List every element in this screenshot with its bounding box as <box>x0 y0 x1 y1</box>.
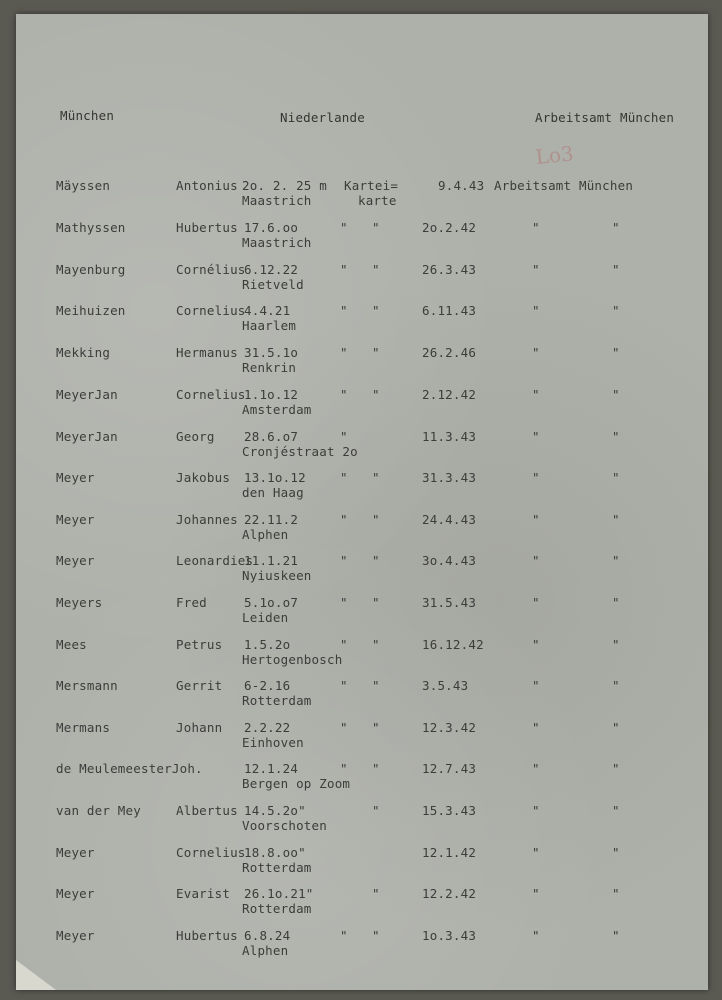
given-name-cell: Hubertus <box>176 220 238 235</box>
given-name-cell: Hubertus <box>176 928 238 943</box>
registration-date-cell: 31.5.43 <box>422 595 477 610</box>
office-cell: " <box>612 512 620 527</box>
surname-cell: de MeulemeesterJoh. <box>56 761 203 776</box>
birth-place-cell: Alphen <box>242 943 289 958</box>
card-mark-cell: Kartei= <box>344 178 399 193</box>
surname-cell: van der Mey <box>56 803 141 818</box>
registration-date-cell: 9.4.43 <box>438 178 485 193</box>
given-name-cell: Fred <box>176 595 207 610</box>
birth-date-cell: 11.1.21 <box>244 553 299 568</box>
registration-date-cell: 26.3.43 <box>422 262 477 277</box>
birth-date-cell: 6-2.16 <box>244 678 291 693</box>
birth-place-cell: Hertogenbosch <box>242 652 343 667</box>
given-name-cell: Gerrit <box>176 678 223 693</box>
card-mark-cell: " <box>340 512 348 527</box>
card-mark-cell: karte <box>358 193 397 208</box>
office-cell: Arbeitsamt München <box>494 178 634 193</box>
office-cell: " <box>532 512 540 527</box>
registration-date-cell: 12.1.42 <box>422 845 477 860</box>
birth-place-cell: Rotterdam <box>242 860 312 875</box>
registration-date-cell: 24.4.43 <box>422 512 477 527</box>
registration-date-cell: 3o.4.43 <box>422 553 477 568</box>
office-cell: " <box>612 220 620 235</box>
registration-date-cell: 16.12.42 <box>422 637 484 652</box>
given-name-cell: Albertus <box>176 803 238 818</box>
birth-date-cell: 4.4.21 <box>244 303 291 318</box>
birth-date-cell: 12.1.24 <box>244 761 299 776</box>
card-mark-cell: " <box>372 220 380 235</box>
card-mark-cell: " <box>340 262 348 277</box>
birth-date-cell: 5.1o.o7 <box>244 595 299 610</box>
surname-cell: Mees <box>56 637 87 652</box>
registration-date-cell: 3.5.43 <box>422 678 469 693</box>
birth-date-cell: 13.1o.12 <box>244 470 306 485</box>
surname-cell: Meyer <box>56 928 95 943</box>
card-mark-cell: " <box>372 470 380 485</box>
given-name-cell: Evarist <box>176 886 231 901</box>
header-country: Niederlande <box>280 110 365 125</box>
card-mark-cell: " <box>372 262 380 277</box>
birth-place-cell: Bergen op Zoom <box>242 776 351 791</box>
birth-place-cell: Alphen <box>242 527 289 542</box>
birth-date-cell: 26.1o.21" <box>244 886 314 901</box>
card-mark-cell: " <box>372 595 380 610</box>
office-cell: " <box>532 429 540 444</box>
card-mark-cell: " <box>340 553 348 568</box>
surname-cell: Mayenburg <box>56 262 126 277</box>
surname-cell: Meyer <box>56 886 95 901</box>
card-mark-cell: " <box>372 928 380 943</box>
document-sheet <box>16 14 708 990</box>
surname-cell: Meyer <box>56 470 95 485</box>
registration-date-cell: 15.3.43 <box>422 803 477 818</box>
birth-date-cell: 18.8.oo" <box>244 845 306 860</box>
birth-date-cell: 14.5.2o" <box>244 803 306 818</box>
given-name-cell: Johannes <box>176 512 238 527</box>
office-cell: " <box>532 553 540 568</box>
card-mark-cell: " <box>340 387 348 402</box>
birth-place-cell: Maastrich <box>242 193 312 208</box>
surname-cell: Mekking <box>56 345 111 360</box>
surname-cell: Meyer <box>56 512 95 527</box>
birth-place-cell: Maastrich <box>242 235 312 250</box>
birth-place-cell: Nyiuskeen <box>242 568 312 583</box>
office-cell: " <box>532 262 540 277</box>
card-mark-cell: " <box>372 553 380 568</box>
given-name-cell: Hermanus <box>176 345 238 360</box>
office-cell: " <box>612 303 620 318</box>
given-name-cell: Jakobus <box>176 470 231 485</box>
office-cell: " <box>612 262 620 277</box>
card-mark-cell: " <box>372 387 380 402</box>
red-stamp: Lo3 <box>534 141 575 170</box>
registration-date-cell: 12.2.42 <box>422 886 477 901</box>
registration-date-cell: 31.3.43 <box>422 470 477 485</box>
card-mark-cell: " <box>372 803 380 818</box>
office-cell: " <box>612 886 620 901</box>
office-cell: " <box>532 845 540 860</box>
surname-cell: Meyer <box>56 845 95 860</box>
birth-date-cell: 6.8.24 <box>244 928 291 943</box>
card-mark-cell: " <box>372 512 380 527</box>
card-mark-cell: " <box>340 678 348 693</box>
office-cell: " <box>612 761 620 776</box>
card-mark-cell: " <box>340 761 348 776</box>
given-name-cell: Cornelius <box>176 845 246 860</box>
birth-date-cell: 2.2.22 <box>244 720 291 735</box>
birth-date-cell: 31.5.1o <box>244 345 299 360</box>
card-mark-cell: " <box>372 886 380 901</box>
birth-place-cell: Rietveld <box>242 277 304 292</box>
birth-place-cell: Voorschoten <box>242 818 327 833</box>
card-mark-cell: " <box>372 678 380 693</box>
office-cell: " <box>532 761 540 776</box>
birth-place-cell: Renkrin <box>242 360 297 375</box>
card-mark-cell: " <box>372 761 380 776</box>
office-cell: " <box>612 387 620 402</box>
card-mark-cell: " <box>372 720 380 735</box>
office-cell: " <box>612 845 620 860</box>
card-mark-cell: " <box>372 637 380 652</box>
surname-cell: Mäyssen <box>56 178 111 193</box>
birth-place-cell: Einhoven <box>242 735 304 750</box>
card-mark-cell: " <box>372 345 380 360</box>
given-name-cell: Petrus <box>176 637 223 652</box>
registration-date-cell: 6.11.43 <box>422 303 477 318</box>
given-name-cell: Georg <box>176 429 215 444</box>
office-cell: " <box>532 720 540 735</box>
office-cell: " <box>612 553 620 568</box>
birth-place-cell: Rotterdam <box>242 901 312 916</box>
office-cell: " <box>532 886 540 901</box>
card-mark-cell: " <box>340 470 348 485</box>
office-cell: " <box>532 470 540 485</box>
birth-place-cell: Cronjéstraat 2o <box>242 444 358 459</box>
office-cell: " <box>532 345 540 360</box>
given-name-cell: Leonardies <box>176 553 254 568</box>
header-office: Arbeitsamt München <box>535 110 675 125</box>
registration-date-cell: 26.2.46 <box>422 345 477 360</box>
surname-cell: Mersmann <box>56 678 118 693</box>
given-name-cell: Cornelius <box>176 387 246 402</box>
office-cell: " <box>612 345 620 360</box>
office-cell: " <box>532 595 540 610</box>
birth-date-cell: 6.12.22 <box>244 262 299 277</box>
registration-date-cell: 11.3.43 <box>422 429 477 444</box>
card-mark-cell: " <box>340 429 348 444</box>
given-name-cell: Cornélius <box>176 262 246 277</box>
registration-date-cell: 12.3.42 <box>422 720 477 735</box>
card-mark-cell: " <box>372 303 380 318</box>
registration-date-cell: 12.7.43 <box>422 761 477 776</box>
office-cell: " <box>612 803 620 818</box>
card-mark-cell: " <box>340 595 348 610</box>
office-cell: " <box>532 387 540 402</box>
office-cell: " <box>612 928 620 943</box>
registration-date-cell: 2o.2.42 <box>422 220 477 235</box>
card-mark-cell: " <box>340 637 348 652</box>
office-cell: " <box>532 928 540 943</box>
birth-date-cell: 2o. 2. 25 m <box>242 178 327 193</box>
office-cell: " <box>612 678 620 693</box>
surname-cell: Meyer <box>56 553 95 568</box>
birth-date-cell: 22.11.2 <box>244 512 299 527</box>
birth-date-cell: 1.1o.12 <box>244 387 299 402</box>
surname-cell: MeyerJan <box>56 429 118 444</box>
office-cell: " <box>612 470 620 485</box>
office-cell: " <box>612 595 620 610</box>
office-cell: " <box>612 637 620 652</box>
birth-place-cell: Rotterdam <box>242 693 312 708</box>
birth-place-cell: Haarlem <box>242 318 297 333</box>
surname-cell: Mermans <box>56 720 111 735</box>
surname-cell: Meihuizen <box>56 303 126 318</box>
given-name-cell: Johann <box>176 720 223 735</box>
office-cell: " <box>612 429 620 444</box>
registration-date-cell: 1o.3.43 <box>422 928 477 943</box>
office-cell: " <box>532 220 540 235</box>
birth-date-cell: 1.5.2o <box>244 637 291 652</box>
surname-cell: MeyerJan <box>56 387 118 402</box>
torn-corner <box>16 960 56 990</box>
card-mark-cell: " <box>340 345 348 360</box>
birth-date-cell: 17.6.oo <box>244 220 299 235</box>
birth-place-cell: Leiden <box>242 610 289 625</box>
birth-date-cell: 28.6.o7 <box>244 429 299 444</box>
card-mark-cell: " <box>340 928 348 943</box>
office-cell: " <box>532 637 540 652</box>
birth-place-cell: Amsterdam <box>242 402 312 417</box>
office-cell: " <box>612 720 620 735</box>
surname-cell: Mathyssen <box>56 220 126 235</box>
given-name-cell: Antonius <box>176 178 238 193</box>
card-mark-cell: " <box>340 220 348 235</box>
card-mark-cell: " <box>340 303 348 318</box>
card-mark-cell: " <box>340 720 348 735</box>
given-name-cell: Cornelius <box>176 303 246 318</box>
header-city: München <box>60 108 115 123</box>
office-cell: " <box>532 803 540 818</box>
office-cell: " <box>532 303 540 318</box>
registration-date-cell: 2.12.42 <box>422 387 477 402</box>
birth-place-cell: den Haag <box>242 485 304 500</box>
surname-cell: Meyers <box>56 595 103 610</box>
office-cell: " <box>532 678 540 693</box>
